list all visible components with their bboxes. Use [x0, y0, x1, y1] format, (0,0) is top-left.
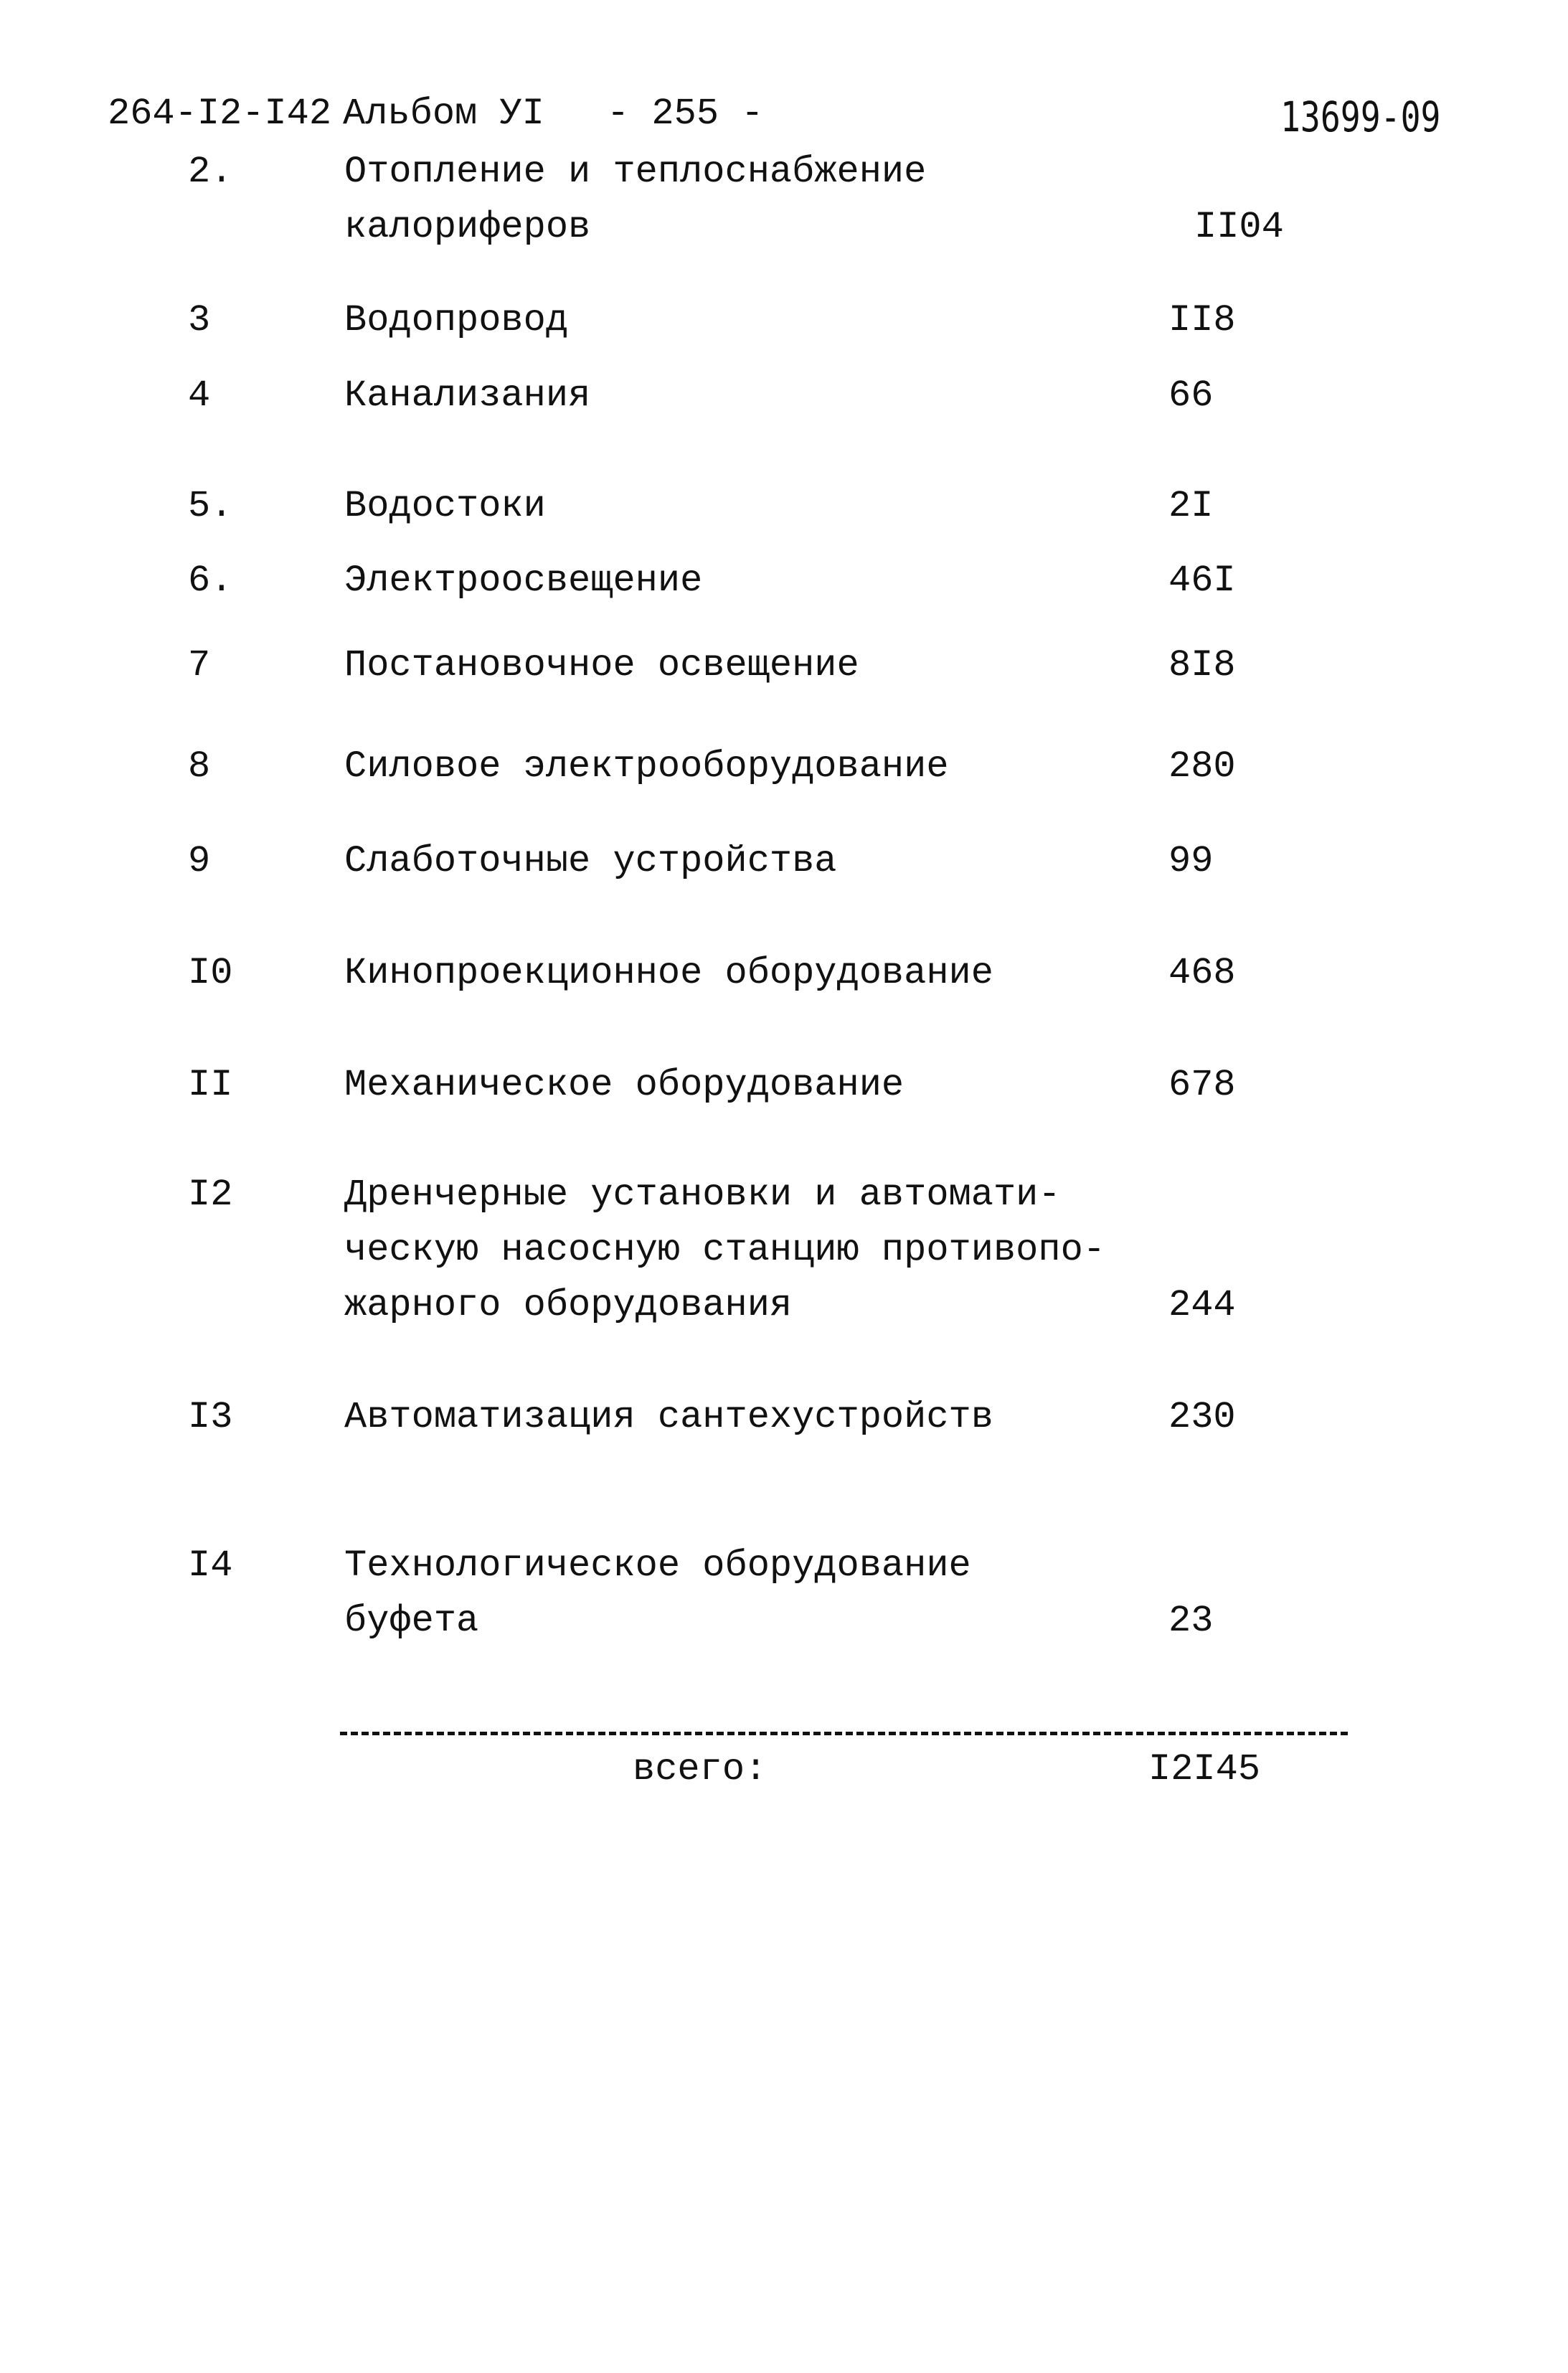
item-number: 7 — [188, 644, 211, 687]
document-code: 264-I2-I42 — [108, 93, 332, 135]
item-number: II — [188, 1064, 233, 1106]
item-number: I2 — [188, 1174, 233, 1216]
item-value: 230 — [1168, 1396, 1236, 1438]
item-title-line: Кинопроекционное оборудование — [344, 952, 993, 994]
item-value: 99 — [1168, 840, 1214, 882]
item-title-line: ческую насосную станцию противопо- — [344, 1229, 1105, 1271]
item-value: 46I — [1168, 560, 1236, 602]
item-number: 9 — [188, 840, 211, 882]
item-title-line: буфета — [344, 1600, 479, 1642]
item-title-line: Слаботочные устройства — [344, 840, 837, 882]
item-title-line: Водостоки — [344, 485, 546, 527]
inventory-stamp: 13699-09 — [1280, 93, 1441, 141]
item-title-line: Отопление и теплоснабжение — [344, 151, 927, 193]
item-number: 2. — [188, 151, 233, 193]
item-number: I0 — [188, 952, 233, 994]
item-value: II8 — [1168, 299, 1236, 341]
item-title-line: Силовое электрооборудование — [344, 745, 949, 788]
item-title-line: Постановочное освещение — [344, 644, 859, 687]
item-title-line: жарного оборудования — [344, 1284, 793, 1326]
total-value: I2I45 — [1148, 1748, 1261, 1791]
item-title-line: Механическое оборудование — [344, 1064, 905, 1106]
item-title-line: Канализания — [344, 374, 591, 417]
item-value: 280 — [1168, 745, 1236, 788]
item-number: 6. — [188, 560, 233, 602]
item-value: 678 — [1168, 1064, 1236, 1106]
item-title-line: Водопровод — [344, 299, 569, 341]
item-number: I3 — [188, 1396, 233, 1438]
item-number: 3 — [188, 299, 211, 341]
item-number: I4 — [188, 1544, 233, 1587]
item-value: 468 — [1168, 952, 1236, 994]
item-number: 8 — [188, 745, 211, 788]
page-number: - 255 - — [607, 93, 764, 135]
item-value: II04 — [1194, 206, 1284, 248]
item-value: 23 — [1168, 1600, 1214, 1642]
total-label: всего: — [633, 1748, 768, 1791]
item-title-line: Дренчерные установки и автомати- — [344, 1174, 1061, 1216]
item-title-line: Электроосвещение — [344, 560, 703, 602]
item-title-line: калориферов — [344, 206, 591, 248]
item-number: 5. — [188, 485, 233, 527]
item-value: 244 — [1168, 1284, 1236, 1326]
item-value: 8I8 — [1168, 644, 1236, 687]
item-value: 66 — [1168, 374, 1214, 417]
album-label: Альбом УI — [343, 93, 544, 135]
item-title-line: Автоматизация сантехустройств — [344, 1396, 993, 1438]
item-value: 2I — [1168, 485, 1214, 527]
separator-line — [340, 1732, 1348, 1735]
item-title-line: Технологическое оборудование — [344, 1544, 971, 1587]
item-number: 4 — [188, 374, 211, 417]
